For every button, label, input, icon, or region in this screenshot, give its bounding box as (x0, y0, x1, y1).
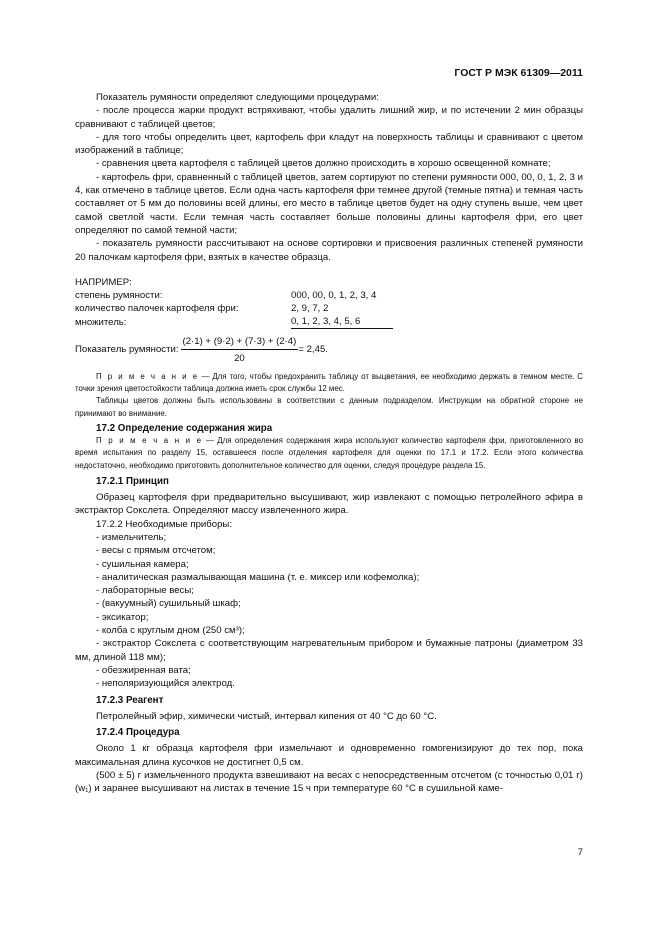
apparatus-item: - (вакуумный) сушильный шкаф; (96, 598, 241, 610)
formula-fraction (181, 335, 299, 366)
formula-denominator: 20 (234, 353, 245, 365)
page-number: 7 (577, 847, 583, 858)
apparatus-item: - весы с прямым отсчетом; (96, 545, 216, 557)
section-17-2-4-p2: (500 ± 5) г измельченного продукта взвешивают на весах с непосредственным отсчетом (с точностью 0,01 г) (w₁) и заранее высушивают на листах в течение 15 ч при температуре 60 °С в сушильной каме- (75, 770, 583, 795)
apparatus-item: - экстрактор Сокслета с соответствующим нагревательным прибором и бумажные патроны (диаметром 33 мм, длиной 118 мм); (75, 638, 583, 663)
example-row: степень румяности: 000, 00, 0, 1, 2, 3, 4 (75, 290, 377, 302)
section-17-2-1-title: 17.2.1 Принцип (96, 475, 169, 487)
apparatus-item: - измельчитель; (96, 531, 167, 543)
intro-item: - после процесса жарки продукт встряхивают, чтобы удалить лишний жир, и по истечении 2 мин образцы сравнивают с таблицей цветов; (75, 105, 583, 130)
apparatus-item: - сушильная камера; (96, 558, 189, 570)
intro-item: - показатель румяности рассчитывают на основе сортировки и присвоения различных степеней румяности 20 палочкам картофеля фри, взятых в качестве образца. (75, 238, 583, 263)
apparatus-item: - аналитическая размалывающая машина (т. е. миксер или кофемолка); (96, 571, 420, 583)
intro-item: - сравнения цвета картофеля с таблицей цветов должно происходить в хорошо освещенной комнате; (96, 158, 551, 170)
formula-label: Показатель румяности: (75, 344, 179, 356)
section-17-2-3-text: Петролейный эфир, химически чистый, интервал кипения от 40 °С до 60 °С. (96, 710, 437, 722)
apparatus-item: - эксикатор; (96, 611, 149, 623)
apparatus-item: - обезжиренная вата; (96, 664, 191, 676)
intro-item: - для того чтобы определить цвет, картофель фри кладут на поверхность таблицы и сравнивают с цветом изображений в таблице; (75, 131, 583, 157)
formula (75, 335, 583, 365)
note-1b: Таблицы цветов должны быть использованы в соответствии с данным подразделом. Инструкции на обратной стороне не принимают во внимание. (75, 396, 583, 418)
document-body (75, 91, 583, 796)
example-row: количество палочек картофеля фри: 2, 9, 7, 2 (75, 303, 329, 315)
section-17-2-2-title: 17.2.2 Необходимые приборы: (96, 518, 232, 530)
example-block (75, 276, 583, 365)
standard-header: ГОСТ Р МЭК 61309—2011 (454, 67, 583, 79)
note-1: П р и м е ч а н и е — Для того, чтобы предохранить таблицу от выцветания, ее необходимо держать в темном месте. С точки зрения цветостойкости таблица должна иметь срок службы 12 мес. (75, 372, 583, 394)
example-title: НАПРИМЕР: (75, 276, 132, 288)
apparatus-item: - колба с круглым дном (250 см³); (96, 625, 245, 637)
section-17-2-3-title: 17.2.3 Реагент (96, 694, 164, 706)
section-17-2-4-p1: Около 1 кг образца картофеля фри измельчают и одновременно гомогенизируют до тех пор, пока максимальная длина кусочков не достигнет 0,5 см. (75, 743, 583, 768)
apparatus-item: - неполяризующийся электрод. (96, 678, 235, 690)
apparatus-item: - лабораторные весы; (96, 585, 194, 597)
section-17-2-4-title: 17.2.4 Процедура (96, 727, 180, 739)
example-row: множитель: 0, 1, 2, 3, 4, 5, 6 (75, 316, 583, 329)
formula-result: = 2,45. (298, 344, 328, 356)
section-17-2-title: 17.2 Определение содержания жира (96, 422, 273, 434)
intro-lead: Показатель румяности определяют следующими процедурами: (96, 92, 379, 103)
intro-item: - картофель фри, сравненный с таблицей цветов, затем сортируют по степени румяности 000, 00, 0, 1, 2, 3 и 4, как отмечено в таблице цветов. Если одна часть картофеля фри темнее другой (темные пятна) и темная часть составляет от 5 мм до половины всей длины, его место в таблице цветов будет на одну ступень выше, чем цвет самой светлой части. Если темная часть составляет больше половины длины картофеля фри, его цвет определяют по самой темной части; (75, 171, 583, 236)
section-17-2-1-text: Образец картофеля фри предварительно высушивают, жир извлекают с помощью петролейного эфира в экстрактор Сокслета. Определяют массу извлеченного жира. (75, 492, 583, 517)
note-2: П р и м е ч а н и е — Для определения содержания жира используют количество картофеля фри, приготовленного во время испытания по разделу 15, оставшееся после отделения картофеля для оценки по 17.1 и 17.2. Если этого количества недостаточно, необходимо приготовить дополнительное количество для оценки, следуя процедуре раздела 15. (75, 436, 583, 470)
formula-numerator: (2·1) + (9·2) + (7·3) + (2·4) (181, 335, 299, 350)
